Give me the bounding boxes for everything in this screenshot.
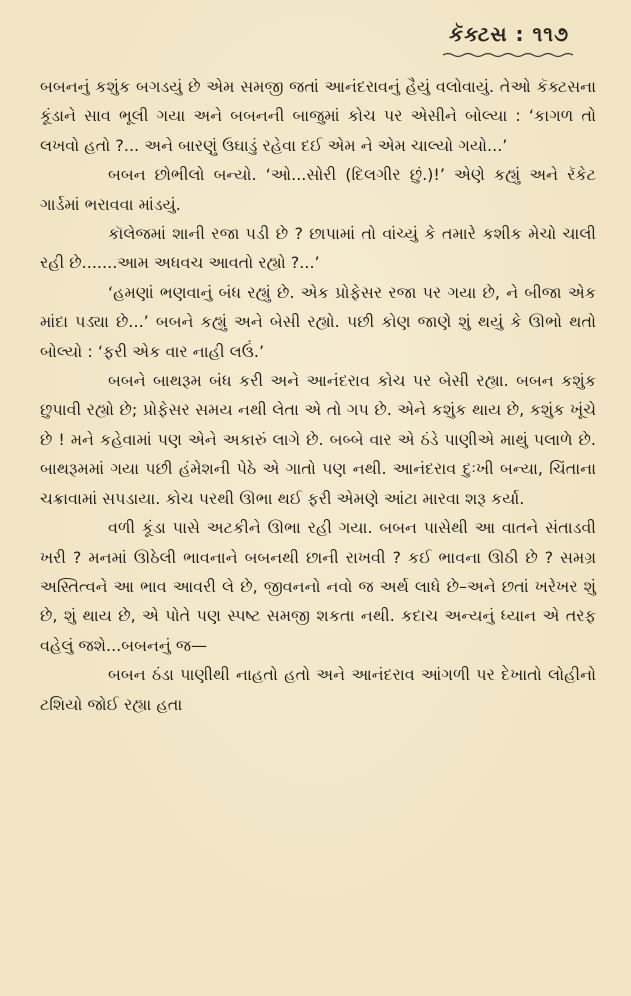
paragraph-1: બબનનું કશુંક બગડયું છે એમ સમજી જતાં આનંદરાવનું હૈયું વલોવાયું. તેઓ કૅક્ટસના કૂંડાને સાવ ભૂલી ગયા અને બબનની બાજુમાં કોચ પર એસીને બોલ્યા : ‘કાગળ તો લખવો હતો ?... અને બારણું ઉઘાડું રહેવા દઈ એમ ને એમ ચાલ્યો ગયો...’ xyxy=(40,77,596,155)
paragraph-7: બબન ઠંડા પાણીથી નાહતો હતો અને આનંદરાવ આંગળી પર દેખાતો લોહીનો ટશિયો જોઈ રહ્યા હતા xyxy=(40,665,596,714)
paragraph-6: વળી કૂંડા પાસે અટકીને ઊભા રહી ગયા. બબન પાસેથી આ વાતને સંતાડવી ખરી ? મનમાં ઊઠેલી ભાવનાને બબનથી છાની રાખવી ? કઈ ભાવના ઊઠી છે ? સમગ્ર અસ્તિત્વને આ ભાવ આવરી લે છે, જીવનનો નવો જ અર્થ લાધે છે–અને છતાં ખરેખર શું છે, શું થાય છે, એ પોતે પણ સ્પષ્ટ સમજી શકતા નથી. કદાચ અન્યનું ધ્યાન એ તરફ વહેલું જશે...બબનનું જ— xyxy=(40,518,596,655)
paragraph-2: બબન છોભીલો બન્યો. ‘ઓ...સોરી (દિલગીર છું.)!’ એણે કહ્યું અને રૅકેટ ગાર્ડમાં ભરાવવા માંડયું. xyxy=(40,165,596,214)
running-head: કૅક્ટસ : ૧૧૭ xyxy=(449,22,569,46)
paragraph-4: ‘હમણાં ભણવાનું બંધ રહ્યું છે. એક પ્રોફેસર રજા પર ગયા છે, ને બીજા એક માંદા પડ્યા છે...’ બબને કહ્યું અને બેસી રહ્યો. પછી કોણ જાણે શું થયું કે ઊભો થતો બોલ્યો : ‘ફરી એક વાર નાહી લઉં.’ xyxy=(40,282,596,361)
paragraph-3: કૉલેજમાં શાની રજા પડી છે ? છાપામાં તો વાંચ્યું કે તમારે કશીક મેચો ચાલી રહી છે.......આમ અધવચ આવતો રહ્યો ?...’ xyxy=(40,224,596,273)
head-rule-ornament xyxy=(443,52,573,58)
body-text xyxy=(40,72,596,719)
paragraph-5: બબને બાથરૂમ બંધ કરી અને આનંદરાવ કોચ પર બેસી રહ્યા. બબન કશુંક છુપાવી રહ્યો છે; પ્રોફેસર સમય નથી લેતા એ તો ગપ છે. એને કશુંક થાય છે, કશુંક ખૂંચે છે ! મને કહેવામાં પણ એને અકારું લાગે છે. બબ્બે વાર એ ઠંડે પાણીએ માથું પલાળે છે. બાથરૂમમાં ગયા પછી હંમેશની પેઠે એ ગાતો પણ નથી. આનંદરાવ દુઃખી બન્યા, ચિંતાના ચક્રાવામાં સપડાયા. કોચ પરથી ઊભા થઈ ફરી એમણે આંટા મારવા શરૂ કર્યા. xyxy=(40,371,596,508)
